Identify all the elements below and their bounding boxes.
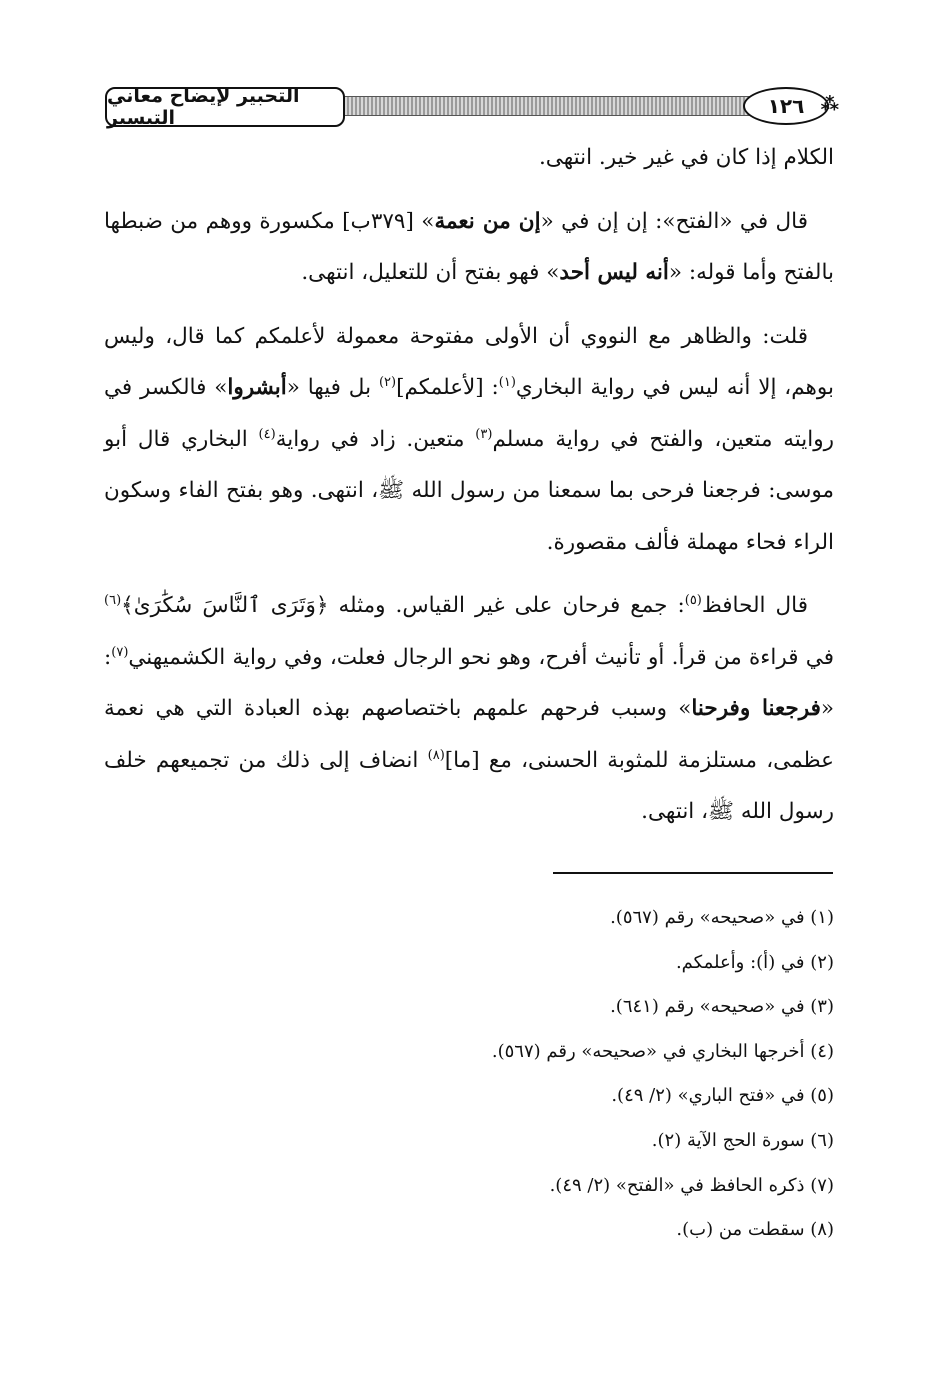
quoted-phrase: فرجعنا وفرحنا bbox=[691, 696, 821, 721]
running-header bbox=[105, 84, 839, 130]
footnote-ref: (١) bbox=[498, 374, 516, 390]
quoted-phrase: أنه ليس أحد bbox=[559, 260, 669, 285]
footnote-3: (٣) في «صحيحه» رقم (٦٤١). bbox=[610, 996, 834, 1018]
footnote-ref: (٤) bbox=[258, 426, 276, 442]
footnote-ref: (٨) bbox=[427, 747, 445, 763]
page-number: ١٢٦ bbox=[743, 87, 829, 125]
footnote-1: (١) في «صحيحه» رقم (٥٦٧). bbox=[610, 907, 834, 928]
footnote-6: (٦) سورة الحج الآية (٢). bbox=[651, 1129, 834, 1151]
footnote-ref: (٥) bbox=[684, 592, 702, 608]
footnote-ref: (٢) bbox=[378, 374, 397, 390]
main-text bbox=[104, 132, 834, 838]
book-title: التحبير لإيضاح معاني التيسير bbox=[105, 87, 345, 127]
footnote-ref: (٧) bbox=[111, 644, 129, 660]
footnote-8: (٨) سقطت من (ب). bbox=[676, 1219, 834, 1241]
footnote-separator bbox=[553, 872, 833, 874]
paragraph-3: قلت: والظاهر مع النووي أن الأولى مفتوحة معمولة لأعلمكم كما قال، وليس بوهم، إلا أنه ليس في رواية البخاري$^{(١)}$: [لأعلمكم]$^{(٢)}$ بل فيها «أبشروا» فالكسر في روايته متعين، والفتح في رواية مسلم$^{(٣)}$ متعين. زاد في رواية$^{(٤)}$ البخاري قال أبو موسى: فرجعنا فرحى بما سمعنا من رسول الله ﷺ، انتهى. وهو بفتح الفاء وسكون الراء فحاء مهملة فألف مقصورة. bbox=[104, 323, 835, 555]
header-ornament-icon: ⁂ bbox=[820, 94, 839, 115]
footnote-ref: (٦) bbox=[104, 592, 122, 608]
paragraph-4: قال الحافظ$^{(٥)}$: جمع فرحان على غير القياس. ومثله ﴿وَتَرَى ٱلنَّاسَ سُكَٰرَىٰ﴾$^{(٦)}$ في قراءة من قرأ. أو تأنيث أفرح، وهو نحو الرجال فعلت، وفي رواية الكشميهني$^{(٧)}$: «فرجعنا وفرحنا» وسبب فرحهم علمهم باختصاصهم بهذه العبادة التي هي نعمة عظمى، مستلزمة للمثوبة الحسنى، مع [ما]$^{(٨)}$ انضاف إلى ذلك من تجميعهم خلف رسول الله ﷺ، انتهى. bbox=[104, 592, 834, 824]
footnote-ref: (٣) bbox=[475, 426, 493, 442]
quoted-phrase: أبشروا bbox=[227, 375, 287, 400]
footnotes bbox=[104, 896, 834, 1253]
footnote-2: (٢) في (أ): وأعلمكم. bbox=[675, 951, 834, 973]
quoted-phrase: إن من نعمة bbox=[434, 208, 541, 234]
footnote-4: (٤) أخرجها البخاري في «صحيحه» رقم (٥٦٧). bbox=[491, 1040, 834, 1062]
footnote-7: (٧) ذكره الحافظ في «الفتح» (٢/ ٤٩). bbox=[549, 1174, 834, 1196]
paragraph-1: الكلام إذا كان في غير خير. انتهى. bbox=[538, 145, 834, 170]
footnote-5: (٥) في «فتح الباري» (٢/ ٤٩). bbox=[611, 1085, 834, 1107]
header-ornament-band bbox=[335, 96, 779, 116]
paragraph-2: قال في «الفتح»: إن إن في «إن من نعمة» [٣٧٩ب] مكسورة ووهم من ضبطها بالفتح وأما قوله: «أنه ليس أحد» فهو بفتح أن للتعليل، انتهى. bbox=[104, 208, 834, 285]
